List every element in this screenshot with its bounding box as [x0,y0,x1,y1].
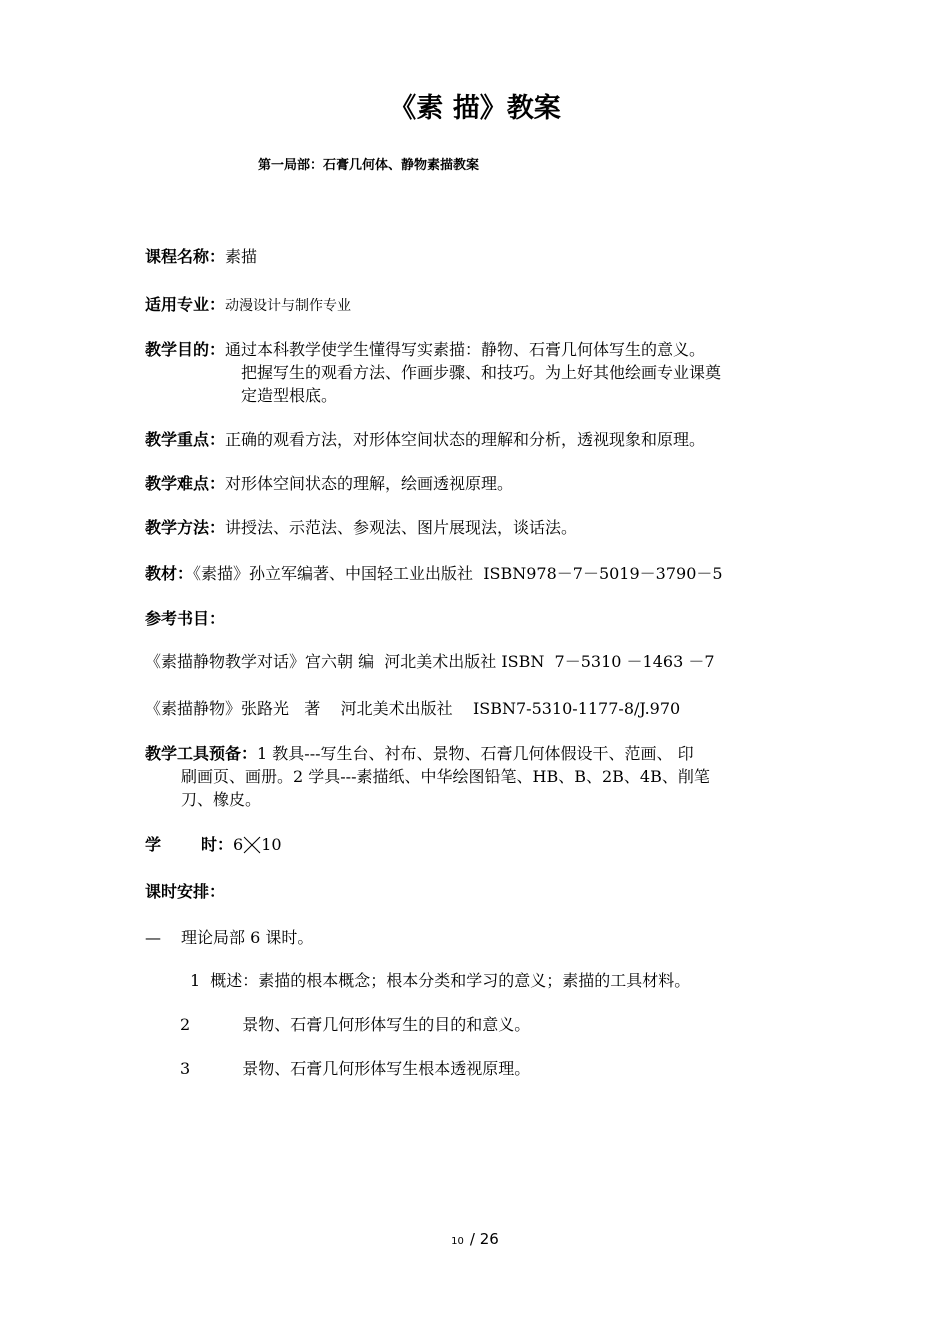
schedule-item-text: 景物、石膏几何形体写生的目的和意义。 [242,1015,531,1034]
schedule-item-num: 3 [180,1059,191,1078]
hours-value-a: 6 [233,835,244,854]
schedule-item-num: 1 [190,971,201,990]
references-label: 参考书目： [145,609,226,628]
tools-block [145,742,825,811]
methods-row [145,516,577,540]
page-indicator [0,1230,950,1248]
course-name-row [145,245,257,269]
schedule-item [190,969,690,993]
page-current: 10 [451,1236,464,1247]
document-title: 《素 描》教案 [389,93,561,124]
textbook-value: 《素描》孙立军编著、中国轻工业出版社 ISBN978－7－5019－3790－5 [193,564,723,583]
hours-row [145,833,282,857]
tools-line-1: 1 教具---写生台、衬布、景物、石膏几何体假设干、范画、 印 [257,744,694,763]
key-points-value: 正确的观看方法，对形体空间状态的理解和分析，透视现象和原理。 [225,430,706,449]
page-separator: / [469,1230,475,1248]
methods-label: 教学方法： [145,518,226,537]
hours-label-a: 学 [145,835,162,854]
objective-line-1: 通过本科教学使学生懂得写实素描：静物、石膏几何体写生的意义。 [225,340,706,359]
schedule-item-num: 2 [180,1015,191,1034]
methods-value: 讲授法、示范法、参观法、图片展现法，谈话法。 [225,518,578,537]
objective-line-3: 定造型根底。 [241,386,338,405]
schedule-item [180,1013,530,1037]
schedule-item [180,1057,530,1081]
key-points-row [145,428,705,452]
multiply-icon [243,836,261,854]
reference-item: 《素描静物》张路光 著 河北美术出版社 ISBN7-5310-1177-8/J.970 [145,699,681,718]
schedule-item-text: 概述：素描的根本概念；根本分类和学习的意义；素描的工具材料。 [210,971,691,990]
major-row [145,293,351,318]
course-name-label: 课程名称： [145,247,226,266]
objective-block [145,338,825,407]
objective-label: 教学目的： [145,340,226,359]
hours-label-b: 时： [201,835,234,854]
hours-value-b: 10 [261,835,282,854]
schedule-item-text: 景物、石膏几何形体写生根本透视原理。 [242,1059,531,1078]
major-label: 适用专业： [145,295,226,314]
textbook-label: 教材： [145,564,194,583]
textbook-row [145,562,723,586]
document-subtitle: 第一局部：石膏几何体、静物素描教案 [258,158,480,173]
schedule-section-marker: — [145,928,161,947]
difficulties-row [145,472,513,496]
references-label-row [145,607,225,631]
major-value: 动漫设计与制作专业 [225,298,352,314]
tools-label: 教学工具预备： [145,744,258,763]
key-points-label: 教学重点： [145,430,226,449]
schedule-section-text: 理论局部 6 课时。 [181,928,314,947]
difficulties-label: 教学难点： [145,474,226,493]
schedule-section-row [145,926,313,950]
schedule-label-row [145,880,225,904]
reference-item: 《素描静物教学对话》宫六朝 编 河北美术出版社 ISBN 7－5310 －1463 －7 [145,652,715,671]
schedule-label: 课时安排： [145,882,226,901]
objective-line-2: 把握写生的观看方法、作画步骤、和技巧。为上好其他绘画专业课奠 [241,363,722,382]
course-name-value: 素描 [225,247,258,266]
tools-line-3: 刀、橡皮。 [181,790,262,809]
difficulties-value: 对形体空间状态的理解，绘画透视原理。 [225,474,514,493]
tools-line-2: 刷画页、画册。2 学具---素描纸、中华绘图铅笔、HB、B、2B、4B、削笔 [181,767,710,786]
page-total: 26 [479,1230,499,1248]
